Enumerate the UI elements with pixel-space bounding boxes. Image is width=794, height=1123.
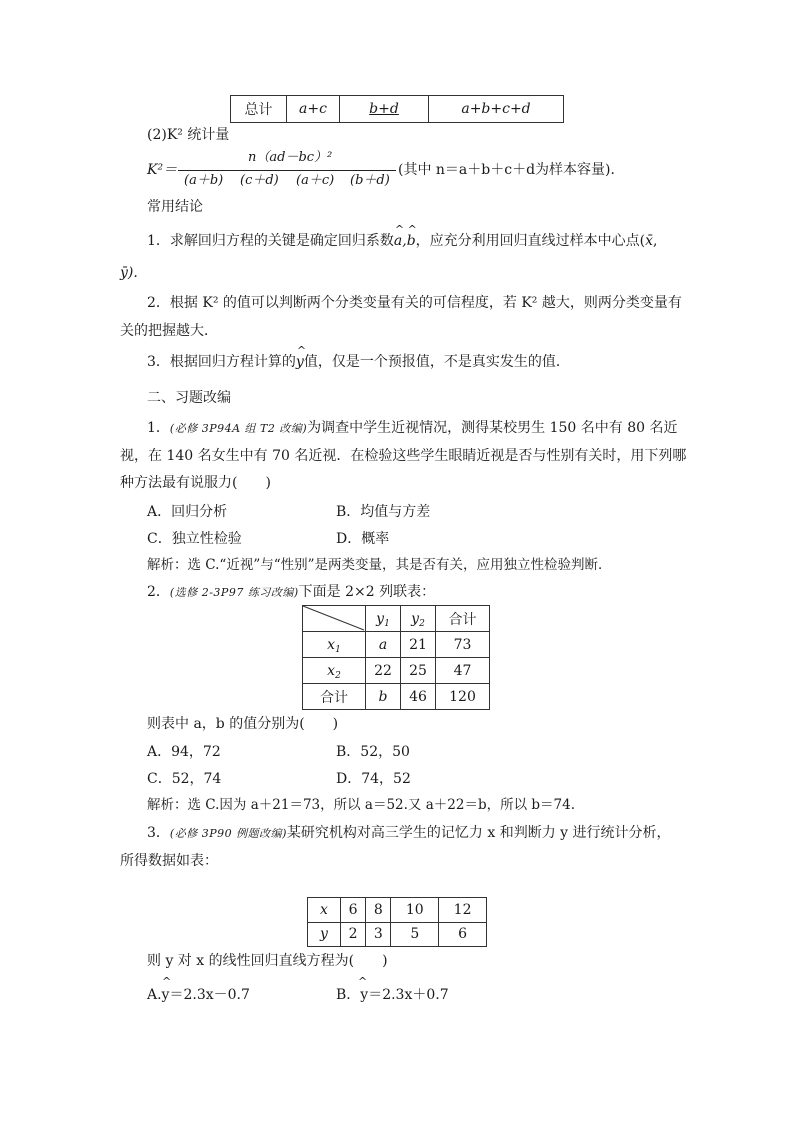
table-cell: 22 [366,658,401,684]
q3-line2: 所得数据如表： [120,853,218,869]
q1-stem: 为调查中学生近视情况，测得某校男生 150 名中有 80 名近 [307,420,678,436]
q2-number: 2． [147,584,170,600]
q2-question: 则表中 a，b 的值分别为( ) [147,716,339,732]
table-row-x2-label: $x_2$ [303,658,366,684]
q1-line1 [147,421,678,435]
data-table [307,897,487,947]
table-header-y2: $y_2$ [401,606,436,632]
q2-option-d: D．74，52 [336,771,411,787]
top-table-cell-underlined: b+d [369,101,399,117]
k2-numerator: n（ad－bc）² [248,150,333,165]
predicted-y: ^ y [295,344,307,370]
sample-center-x: x̄ [645,233,654,249]
data-table-cell: 5 [391,922,439,947]
hat-mark-icon: ^ [358,975,368,988]
table-cell: 120 [436,684,490,710]
q2-option-b: B．52，50 [336,744,410,760]
hat-mark-icon: ^ [162,975,172,988]
conclusion-1-line2: ȳ). [120,265,138,281]
top-table-cell: 总计 [231,96,287,123]
k2-denominator-4: (b＋d) [350,173,390,188]
conclusion-3-text-b: 值，仅是一个预报值，不是真实发生的值． [303,354,570,370]
q1-answer: 解析：选 C.“近视”与“性别”是两类变量，其是否有关，应用独立性检验判断． [147,557,612,573]
data-table-cell: 3 [366,922,391,947]
table-cell: a [366,632,401,658]
q1-number: 1． [147,420,170,436]
q3-stem: 某研究机构对高三学生的记忆力 x 和判断力 y 进行统计分析， [286,825,671,841]
conclusion-3-text: 3．根据回归方程计算的 [147,354,296,370]
k2-heading: (2)K² 统计量 [147,127,230,143]
contingency-table-wrapper [302,605,490,709]
data-table-x-label: x [308,898,341,923]
data-table-cell: 2 [341,922,366,947]
q3-option-a [147,975,250,1003]
data-table-cell: 10 [391,898,439,923]
table-cell: 73 [436,632,490,658]
q2-stem: 下面是 2×2 列联表： [298,584,436,600]
q3-number: 3． [147,825,170,841]
data-table-cell: 6 [341,898,366,923]
section-title: 二、习题改编 [147,390,231,406]
k2-denominator-3: (a＋c) [296,173,335,188]
table-row-total-label: 合计 [303,684,366,710]
q2-option-c: C．52，74 [147,771,222,787]
q1-option-a: A．回归分析 [147,504,228,520]
table-corner-cell [303,606,366,632]
k2-lhs: K²＝ [147,162,178,178]
q1-line2: 视，在 140 名女生中有 70 名近视．在检验这些学生眼睛近视是否与性别有关时，用下列哪 [120,448,687,464]
q3-source: (必修 3P90 例题改编) [169,827,287,840]
top-table-cell [340,96,429,123]
top-table-cell: a+c [287,96,340,123]
table-cell: 21 [401,632,436,658]
conclusion-2-line2: 关的把握越大． [120,323,218,339]
k2-denominator-1: (a＋b) [184,173,224,188]
q1-option-c: C．独立性检验 [147,531,242,547]
table-cell: 25 [401,658,436,684]
conclusions-heading: 常用结论 [147,199,203,215]
hat-mark-icon: ^ ^ [394,223,417,236]
q3-option-b-text: B．y＝2.3x＋0.7 [336,987,449,1003]
data-table-cell: 6 [439,922,487,947]
q1-option-b: B．均值与方差 [336,504,431,520]
contingency-table [302,605,490,710]
data-table-y-label: y [308,922,341,947]
table-cell: b [366,684,401,710]
table-row-x1-label: $x_1$ [303,632,366,658]
q2-answer: 解析：选 C.因为 a＋21＝73，所以 a＝52.又 a＋22＝b，所以 b＝74. [147,797,575,813]
conclusion-2-line1: 2．根据 K² 的值可以判断两个分类变量有关的可信程度，若 K² 越大，则两分类变量有 [147,295,682,311]
q2-source: (选修 2-3P97 练习改编) [169,586,299,599]
data-table-cell: 12 [439,898,487,923]
hat-mark-icon: ^ [296,344,307,357]
table-header-y1: $y_1$ [366,606,401,632]
q2-option-a: A．94，72 [147,744,221,760]
regression-coefficients: ^ ^ a,b [393,223,417,249]
table-cell: 46 [401,684,436,710]
q2-line1 [147,585,435,599]
q3-question: 则 y 对 x 的线性回归直线方程为( ) [147,953,388,969]
conclusion-1-text-b: ，应充分利用回归直线过样本中心点( [415,233,646,249]
top-total-table [230,95,564,123]
data-table-cell: 8 [366,898,391,923]
conclusion-3 [147,344,570,370]
conclusion-1 [147,223,658,249]
q3-option-b [336,975,449,1003]
conclusion-1-text: 1．求解回归方程的关键是确定回归系数 [147,233,394,249]
k2-fraction-line [178,170,396,171]
table-header-total: 合计 [436,606,490,632]
top-table-cell: a+b+c+d [429,96,564,123]
q1-line3: 种方法最有说服力( ) [120,475,271,491]
q1-source: (必修 3P94A 组 T2 改编) [169,422,308,435]
k2-note: (其中 n＝a＋b＋c＋d为样本容量)． [398,162,625,178]
conclusion-1-comma: , [653,233,658,249]
table-cell: 47 [436,658,490,684]
q3-line1 [147,826,671,840]
q3-option-a-text: A.y＝2.3x－0.7 [147,987,250,1003]
k2-denominator-2: (c＋d) [240,173,279,188]
q1-option-d: D．概率 [336,531,390,547]
